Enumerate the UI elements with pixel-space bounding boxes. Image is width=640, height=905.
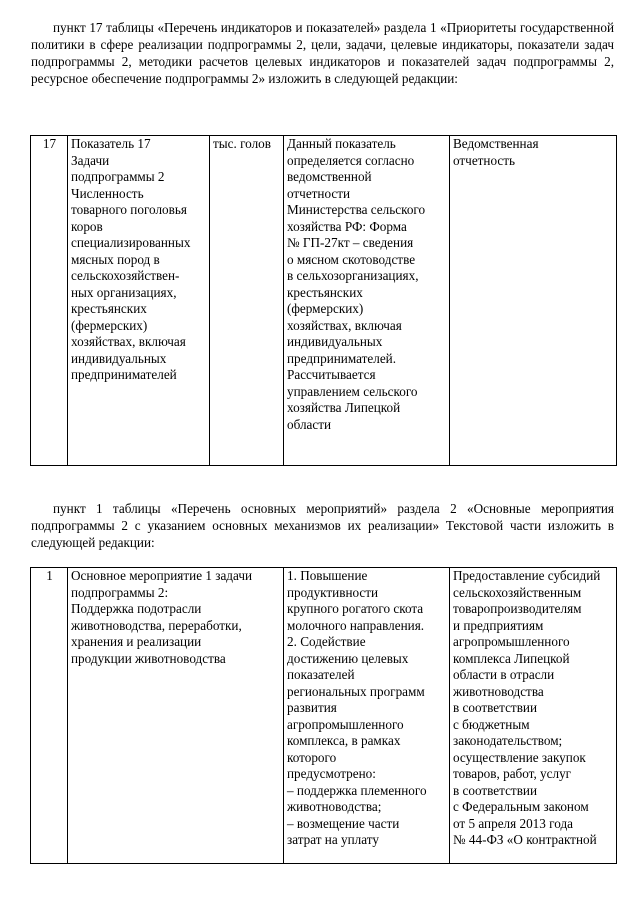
data-source: Ведомственная отчетность [453, 136, 539, 168]
table-row [31, 136, 617, 466]
indicator-name: Показатель 17 Задачи подпрограммы 2 Численность товарного поголовья коров специализированных мясных пород в сельскохозяйствен- ных организациях, крестьянских (фермерских) хозяйствах, включая индивидуальных предпринимателей [71, 136, 191, 382]
implementation-mechanism: Предоставление субсидий сельскохозяйственным товаропроизводителям и предприятиям агропромышленного комплекса Липецкой области в отрасли животноводства в соответствии с бюджетным законодательством; осуществление закупок товаров, работ, услуг в соответствии с Федеральным законом от 5 апреля 2013 года № 44-ФЗ «О контрактной [453, 568, 601, 847]
method-cell [284, 136, 450, 466]
mechanism-cell [450, 568, 617, 864]
result-cell [284, 568, 450, 864]
main-events-table [30, 567, 617, 864]
paragraph-amend-item-1: пункт 1 таблицы «Перечень основных мероприятий» раздела 2 «Основные мероприятия подпрограммы 2 с указанием основных механизмов их реализации» Текстовой части изложить в следующей редакции: [31, 501, 614, 550]
indicator-name-cell [68, 136, 210, 466]
calculation-method: Данный показатель определяется согласно ведомственной отчетности Министерства сельского хозяйства РФ: Форма № ГП-27кт – сведения о мясном скотоводстве в сельхозорганизациях, крестьянских (фермерских) хозяйствах, включая индивидуальных предпринимателей. Рассчитывается управлением сельского хозяйства Липецкой области [287, 136, 426, 432]
row-number: 1 [31, 568, 68, 864]
table-row [31, 568, 617, 864]
row-number: 17 [31, 136, 68, 466]
unit: тыс. голов [213, 136, 271, 151]
indicators-table [30, 135, 617, 466]
expected-result: 1. Повышение продуктивности крупного рогатого скота молочного направления. 2. Содействие достижению целевых показателей региональных программ развития агропромышленного комплекса, в рамках которого предусмотрено: – поддержка племенного животноводства; – возмещение части затрат на уплату [287, 568, 427, 847]
source-cell [450, 136, 617, 466]
main-event: Основное мероприятие 1 задачи подпрограммы 2: Поддержка подотрасли животноводства, переработки, хранения и реализации продукции животноводства [71, 568, 253, 666]
paragraph-amend-item-17: пункт 17 таблицы «Перечень индикаторов и показателей» раздела 1 «Приоритеты государственной политики в сфере реализации подпрограммы 2, цели, задачи, целевые индикаторы, показатели задач подпрограммы 2, методики расчетов целевых индикаторов и показателей задач подпрограммы 2, ресурсное обеспечение подпрограммы 2» изложить в следующей редакции: [31, 20, 614, 86]
event-cell [68, 568, 284, 864]
unit-cell [210, 136, 284, 466]
